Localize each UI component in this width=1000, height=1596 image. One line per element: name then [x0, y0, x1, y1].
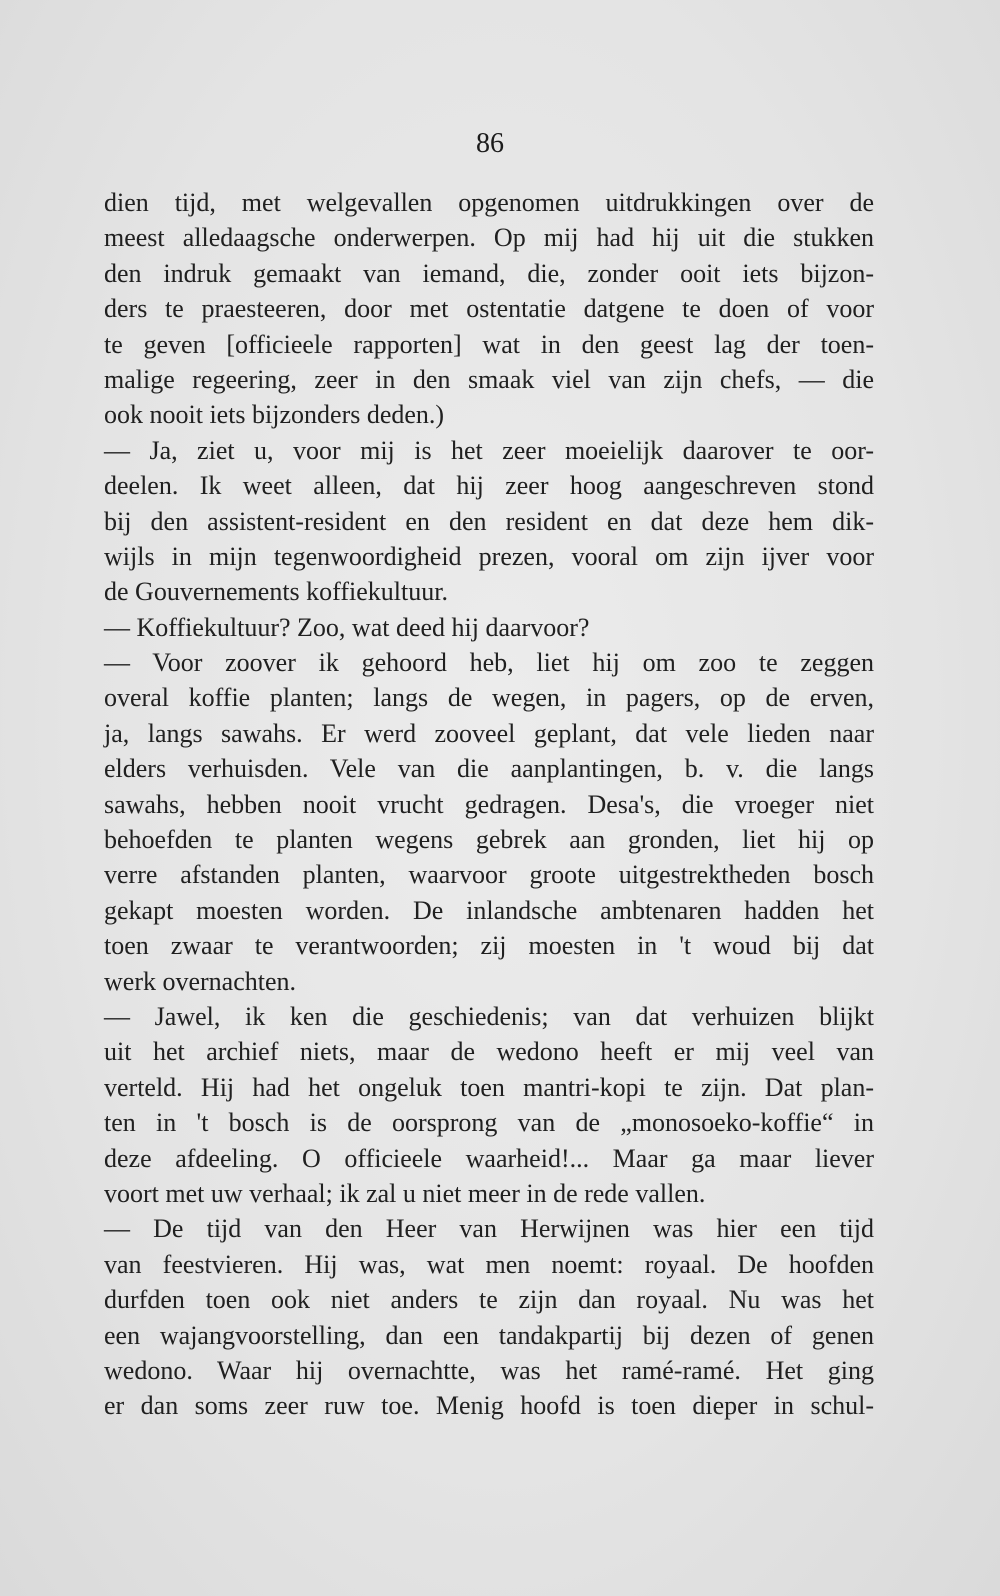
text-line: de Gouvernements koffiekultuur.: [104, 577, 448, 607]
text-line: verteld. Hij had het ongeluk toen mantri-kopi te zijn. Dat plan-: [104, 1072, 874, 1102]
text-line: — Voor zoover ik gehoord heb, liet hij om zoo te zeggen: [104, 648, 874, 678]
page-number: 86: [476, 128, 504, 159]
text-line: behoefden te planten wegens gebrek aan gronden, liet hij op: [104, 825, 874, 855]
text-line: gekapt moesten worden. De inlandsche ambtenaren hadden het: [104, 895, 874, 925]
text-line: toen zwaar te verantwoorden; zij moesten in 't woud bij dat: [104, 931, 874, 961]
text-line: deze afdeeling. O officieele waarheid!... Maar ga maar liever: [104, 1143, 874, 1173]
text-line: deelen. Ik weet alleen, dat hij zeer hoog aangeschreven stond: [104, 471, 874, 501]
text-line: uit het archief niets, maar de wedono heeft er mij veel van: [104, 1037, 874, 1067]
text-line: overal koffie planten; langs de wegen, in pagers, op de erven,: [104, 683, 874, 713]
text-line: durfden toen ook niet anders te zijn dan royaal. Nu was het: [104, 1285, 874, 1315]
text-line: — Koffiekultuur? Zoo, wat deed hij daarvoor?: [104, 612, 590, 642]
body-text: [104, 185, 874, 1424]
text-line: — Jawel, ik ken die geschiedenis; van dat verhuizen blijkt: [104, 1001, 874, 1031]
text-line: werk overnachten.: [104, 966, 297, 996]
text-line: — De tijd van den Heer van Herwijnen was hier een tijd: [104, 1214, 874, 1244]
text-line: er dan soms zeer ruw toe. Menig hoofd is toen dieper in schul-: [104, 1391, 874, 1421]
text-line: — Ja, ziet u, voor mij is het zeer moeielijk daarover te oor-: [104, 435, 874, 465]
text-line: bij den assistent-resident en den resident en dat deze hem dik-: [104, 506, 874, 536]
text-line: verre afstanden planten, waarvoor groote uitgestrektheden bosch: [104, 860, 874, 890]
text-line: dien tijd, met welgevallen opgenomen uitdrukkingen over de: [104, 188, 874, 217]
text-line: wedono. Waar hij overnachtte, was het ramé-ramé. Het ging: [104, 1355, 874, 1385]
text-line: ja, langs sawahs. Er werd zooveel geplant, dat vele lieden naar: [104, 718, 874, 748]
text-line: van feestvieren. Hij was, wat men noemt: royaal. De hoofden: [104, 1249, 874, 1279]
text-line: ders te praesteeren, door met ostentatie datgene te doen of voor: [104, 294, 874, 324]
text-line: den indruk gemaakt van iemand, die, zonder ooit iets bijzon-: [104, 258, 874, 288]
text-line: te geven [officieele rapporten] wat in den geest lag der toen-: [104, 329, 874, 359]
text-line: ten in 't bosch is de oorsprong van de „monosoeko-koffie“ in: [104, 1108, 874, 1138]
text-line: sawahs, hebben nooit vrucht gedragen. Desa's, die vroeger niet: [104, 789, 874, 819]
text-line: malige regeering, zeer in den smaak viel van zijn chefs, — die: [104, 364, 874, 394]
text-line: voort met uw verhaal; ik zal u niet meer in de rede vallen.: [104, 1178, 706, 1208]
text-line: een wajangvoorstelling, dan een tandakpartij bij dezen of genen: [104, 1320, 874, 1350]
text-line: elders verhuisden. Vele van die aanplantingen, b. v. die langs: [104, 754, 874, 784]
text-line: ook nooit iets bijzonders deden.): [104, 400, 445, 430]
text-line: wijls in mijn tegenwoordigheid prezen, vooral om zijn ijver voor: [104, 541, 874, 571]
text-line: meest alledaagsche onderwerpen. Op mij had hij uit die stukken: [104, 223, 874, 253]
